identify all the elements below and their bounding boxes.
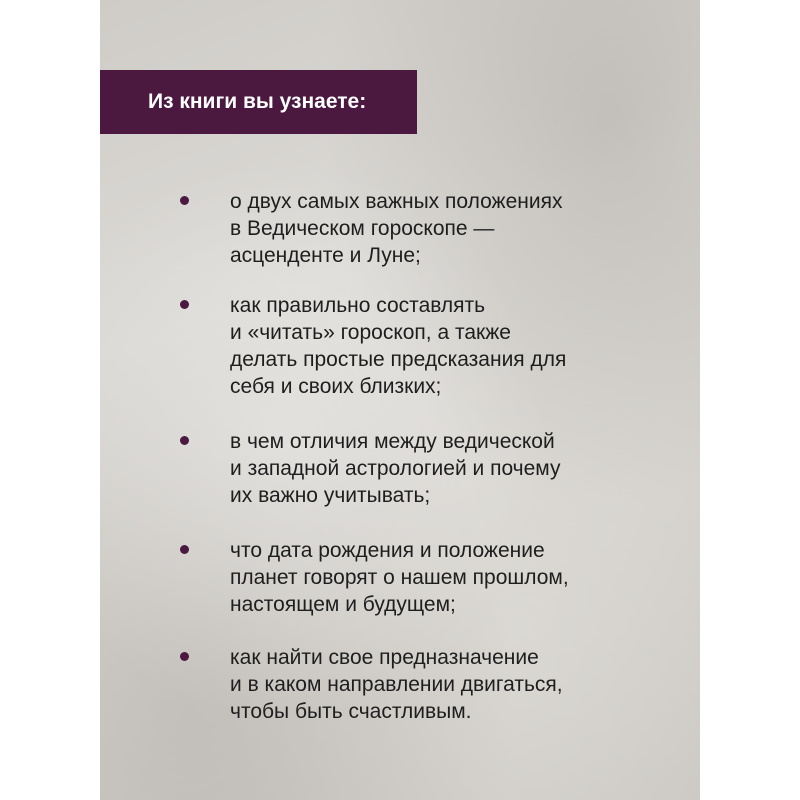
section-heading-banner <box>100 70 417 134</box>
list-item-line: планет говорят о нашем прошлом, <box>230 566 569 589</box>
section-heading: Из книги вы узнаете: <box>148 90 367 113</box>
list-item-line: себя и своих близких; <box>230 375 442 398</box>
list-item-line: чтобы быть счастливым. <box>230 700 472 723</box>
list-item-line: в чем отличия между ведической <box>230 430 555 453</box>
page-background <box>100 0 700 800</box>
list-item-text <box>230 537 690 618</box>
list-item-line: их важно учитывать; <box>230 484 431 507</box>
bullet-dot-icon <box>180 196 189 205</box>
list-item-line: делать простые предсказания для <box>230 348 567 371</box>
list-item-line: и западной астрологией и почему <box>230 457 561 480</box>
list-item-line: как правильно составлять <box>230 294 486 317</box>
list-item-line: что дата рождения и положение <box>230 539 545 562</box>
list-item-line: о двух самых важных положениях <box>230 190 563 213</box>
bullet-dot-icon <box>180 436 189 445</box>
list-item-line: и в каком направлении двигаться, <box>230 673 563 696</box>
list-item-line: и «читать» гороскоп, а также <box>230 321 511 344</box>
list-item-text <box>230 292 690 400</box>
bullet-dot-icon <box>180 300 189 309</box>
list-item-text <box>230 644 690 725</box>
list-item-line: настоящем и будущем; <box>230 593 456 616</box>
list-item-line: в Ведическом гороскопе — <box>230 217 495 240</box>
list-item-line: как найти свое предназначение <box>230 646 539 669</box>
list-item-line: асценденте и Луне; <box>230 244 421 267</box>
list-item-text <box>230 188 690 269</box>
bullet-dot-icon <box>180 545 189 554</box>
list-item-text <box>230 428 690 509</box>
bullet-dot-icon <box>180 652 189 661</box>
